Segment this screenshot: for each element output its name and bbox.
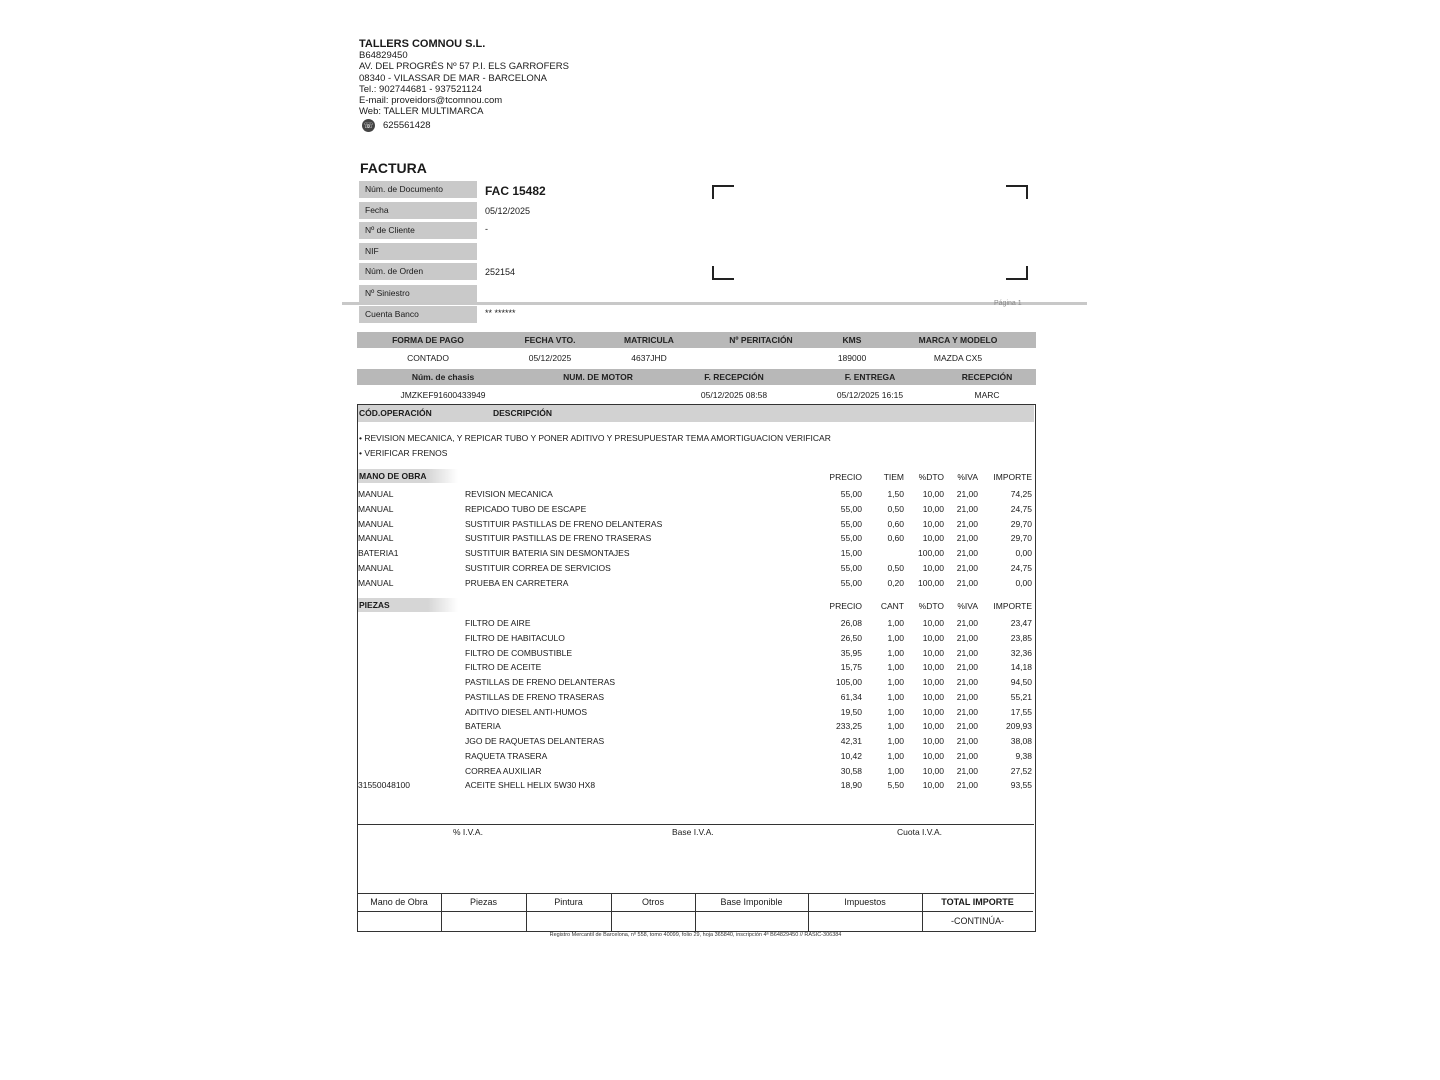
document-date: 05/12/2025 — [485, 206, 531, 216]
total-cell — [611, 894, 696, 931]
line-qty — [862, 546, 904, 560]
line-qty: 0,60 — [887, 533, 904, 544]
operation-note: • REVISION MECANICA, Y REPICAR TUBO Y PONER ADITIVO Y PRESUPUESTAR TEMA AMORTIGUACION VERIFICAR — [359, 433, 831, 443]
line-code: MANUAL — [358, 533, 394, 544]
line-price: 15,00 — [840, 548, 862, 558]
line-dto: 10,00 — [922, 518, 944, 529]
line-amount: 55,21 — [1010, 691, 1032, 702]
line-qty: 1,00 — [887, 691, 904, 702]
line-amount: 23,47 — [1010, 618, 1032, 628]
header-value: CONTADO — [407, 353, 449, 363]
registry-footer: Registro Mercantil de Barcelona, nº 558, tomo 40099, folio 29, hoja 365840, inscripción 4ª B64829450 // RASIC-306384 — [549, 932, 842, 938]
line-price: 61,34 — [840, 691, 862, 702]
line-iva: 21,00 — [956, 533, 978, 544]
col-header: %DTO — [918, 601, 944, 611]
line-qty: 1,00 — [887, 662, 904, 673]
header-value: MAZDA CX5 — [933, 353, 983, 363]
line-price: 105,00 — [836, 677, 862, 687]
line-desc: ADITIVO DIESEL ANTI-HUMOS — [465, 706, 588, 717]
header-value: JMZKEF91600433949 — [400, 390, 486, 400]
tax-label: % I.V.A. — [453, 827, 483, 837]
line-dto: 10,00 — [922, 662, 944, 673]
line-amount: 27,52 — [1010, 765, 1032, 776]
company-line: 08340 - VILASSAR DE MAR - BARCELONA — [359, 72, 547, 84]
line-iva: 21,00 — [956, 562, 978, 573]
line-dto: 10,00 — [922, 647, 944, 658]
bank-account: ** ****** — [485, 308, 516, 318]
company-line: E-mail: proveidors@tcomnou.com — [359, 95, 503, 107]
line-dto: 10,00 — [922, 503, 944, 514]
line-code: MANUAL — [358, 577, 394, 588]
line-code: MANUAL — [358, 489, 394, 499]
line-code — [358, 719, 458, 733]
line-code — [358, 749, 458, 763]
line-iva: 21,00 — [956, 677, 978, 687]
line-desc: JGO DE RAQUETAS DELANTERAS — [465, 736, 605, 746]
header-label: FECHA VTO. — [524, 335, 576, 345]
company-line: AV. DEL PROGRÉS Nº 57 P.I. ELS GARROFERS — [359, 61, 569, 73]
line-amount: 29,70 — [1010, 533, 1032, 544]
line-qty: 1,00 — [887, 721, 904, 732]
line-qty: 0,50 — [887, 562, 904, 573]
line-iva: 21,00 — [956, 548, 978, 558]
line-desc: FILTRO DE HABITACULO — [465, 632, 565, 643]
line-dto: 10,00 — [922, 780, 944, 791]
line-desc: FILTRO DE COMBUSTIBLE — [465, 647, 573, 658]
line-dto: 10,00 — [922, 533, 944, 544]
header-label: KMS — [842, 335, 862, 345]
line-code — [358, 734, 458, 748]
window-corner-mark — [1006, 185, 1028, 199]
header-value: 05/12/2025 — [528, 353, 572, 363]
operation-note: • VERIFICAR FRENOS — [359, 448, 448, 458]
meta-label: Núm. de Orden — [359, 263, 477, 280]
line-amount: 23,85 — [1010, 632, 1032, 643]
line-desc: PRUEBA EN CARRETERA — [465, 577, 569, 588]
header-value: 189000 — [837, 353, 867, 363]
meta-label: Núm. de Documento — [359, 181, 477, 198]
line-price: 55,00 — [840, 503, 862, 514]
client-number: - — [485, 224, 488, 234]
line-qty: 1,00 — [887, 618, 904, 628]
line-desc: PASTILLAS DE FRENO DELANTERAS — [465, 677, 616, 687]
line-iva: 21,00 — [956, 489, 978, 499]
line-code: MANUAL — [358, 562, 394, 573]
line-desc: BATERIA — [465, 721, 501, 732]
labor-section-title: MANO DE OBRA — [359, 471, 427, 481]
line-iva: 21,00 — [956, 632, 978, 643]
line-desc: RAQUETA TRASERA — [465, 750, 548, 761]
line-dto: 10,00 — [922, 706, 944, 717]
line-qty: 1,00 — [887, 647, 904, 658]
col-header: IMPORTE — [993, 472, 1032, 482]
line-price: 55,00 — [840, 577, 862, 588]
line-price: 15,75 — [840, 662, 862, 673]
meta-label: Nº de Cliente — [359, 222, 477, 239]
line-price: 19,50 — [840, 706, 862, 717]
header-value: MARC — [974, 390, 1000, 400]
company-line: Web: TALLER MULTIMARCA — [359, 106, 484, 118]
company-line: B64829450 — [359, 50, 408, 62]
company-line: Tel.: 902744681 - 937521124 — [359, 83, 482, 95]
header-label: Núm. de chasis — [411, 372, 475, 382]
tax-label: Cuota I.V.A. — [897, 827, 943, 837]
total-label: Pintura — [526, 894, 611, 912]
meta-label: NIF — [359, 243, 477, 260]
line-qty: 1,00 — [887, 706, 904, 717]
line-dto: 10,00 — [922, 677, 944, 687]
line-iva: 21,00 — [956, 765, 978, 776]
total-label: Base Imponible — [695, 894, 808, 912]
operations-header-bar — [358, 405, 1034, 422]
line-desc: SUSTITUIR CORREA DE SERVICIOS — [465, 562, 611, 573]
header-label: F. ENTREGA — [844, 372, 896, 382]
line-desc: FILTRO DE AIRE — [465, 618, 531, 628]
line-desc: FILTRO DE ACEITE — [465, 662, 542, 673]
line-qty: 0,60 — [887, 518, 904, 529]
order-number: 252154 — [485, 267, 516, 277]
line-iva: 21,00 — [956, 691, 978, 702]
line-code — [358, 675, 458, 689]
line-amount: 24,75 — [1010, 562, 1032, 573]
totals-grid — [357, 893, 1034, 926]
scan-fold-line — [342, 302, 1087, 305]
line-desc: REPICADO TUBO DE ESCAPE — [465, 503, 587, 514]
header-label: RECEPCIÓN — [961, 372, 1013, 382]
line-price: 10,42 — [840, 750, 862, 761]
line-amount: 0,00 — [1015, 548, 1032, 558]
total-cell — [808, 894, 923, 931]
col-header: %DTO — [918, 472, 944, 482]
whatsapp-row — [359, 119, 679, 132]
tax-label: Base I.V.A. — [672, 827, 714, 837]
line-amount: 14,18 — [1010, 662, 1032, 673]
line-desc: REVISION MECANICA — [465, 489, 553, 499]
total-cell — [922, 894, 1033, 931]
line-iva: 21,00 — [956, 518, 978, 529]
line-code — [358, 690, 458, 704]
col-header: CANT — [880, 601, 904, 611]
line-iva: 21,00 — [956, 503, 978, 514]
line-price: 26,08 — [840, 618, 862, 628]
line-code — [358, 705, 458, 719]
line-qty: 1,00 — [887, 736, 904, 746]
window-corner-mark — [712, 266, 734, 280]
line-price: 18,90 — [840, 780, 862, 791]
line-qty: 1,00 — [887, 750, 904, 761]
line-desc: PASTILLAS DE FRENO TRASERAS — [465, 691, 605, 702]
line-dto: 10,00 — [922, 562, 944, 573]
line-qty: 1,00 — [887, 677, 904, 687]
total-label: Piezas — [441, 894, 526, 912]
line-iva: 21,00 — [956, 750, 978, 761]
line-price: 35,95 — [840, 647, 862, 658]
col-header: PRECIO — [829, 601, 862, 611]
col-header: %IVA — [957, 472, 978, 482]
total-cell — [441, 894, 527, 931]
line-dto: 100,00 — [918, 548, 944, 558]
line-code — [358, 616, 458, 630]
line-qty: 0,20 — [887, 577, 904, 588]
line-dto: 10,00 — [922, 736, 944, 746]
company-info — [359, 39, 679, 132]
line-iva: 21,00 — [956, 780, 978, 791]
header-label: F. RECEPCIÓN — [704, 372, 764, 382]
total-label: Mano de Obra — [357, 894, 441, 912]
line-code: MANUAL — [358, 518, 394, 529]
line-price: 26,50 — [840, 632, 862, 643]
line-dto: 100,00 — [918, 577, 944, 588]
total-label: TOTAL IMPORTE — [922, 894, 1033, 912]
line-price: 55,00 — [840, 562, 862, 573]
line-qty: 1,00 — [887, 632, 904, 643]
meta-label: Nº Siniestro — [359, 285, 477, 302]
total-label: Otros — [611, 894, 695, 912]
line-desc: SUSTITUIR PASTILLAS DE FRENO TRASERAS — [465, 533, 652, 544]
line-dto: 10,00 — [922, 765, 944, 776]
line-price: 55,00 — [840, 533, 862, 544]
line-qty: 0,50 — [887, 503, 904, 514]
total-cell — [526, 894, 612, 931]
total-cell — [695, 894, 809, 931]
col-header: TIEM — [883, 472, 904, 482]
line-code — [358, 646, 458, 660]
line-desc: ACEITE SHELL HELIX 5W30 HX8 — [465, 780, 596, 791]
line-dto: 10,00 — [922, 489, 944, 499]
line-desc: SUSTITUIR PASTILLAS DE FRENO DELANTERAS — [465, 518, 663, 529]
header-label: FORMA DE PAGO — [392, 335, 464, 345]
line-price: 55,00 — [840, 489, 862, 499]
whatsapp-icon: ☏ — [362, 119, 375, 132]
header-label: MATRICULA — [624, 335, 674, 345]
line-qty: 1,00 — [887, 765, 904, 776]
company-name: TALLERS COMNOU S.L. — [359, 38, 486, 50]
line-dto: 10,00 — [922, 721, 944, 732]
line-dto: 10,00 — [922, 632, 944, 643]
line-dto: 10,00 — [922, 691, 944, 702]
header-label: NUM. DE MOTOR — [563, 372, 633, 382]
line-amount: 24,75 — [1010, 503, 1032, 514]
line-code — [358, 631, 458, 645]
page-label: Página 1 — [994, 300, 1022, 307]
line-amount: 38,08 — [1010, 736, 1032, 746]
line-dto: 10,00 — [922, 618, 944, 628]
line-amount: 209,93 — [1006, 721, 1032, 732]
line-price: 233,25 — [836, 721, 862, 732]
line-amount: 94,50 — [1010, 677, 1032, 687]
line-amount: 0,00 — [1015, 577, 1032, 588]
col-description: DESCRIPCIÓN — [493, 408, 553, 418]
line-desc: CORREA AUXILIAR — [465, 765, 542, 776]
meta-label: Fecha — [359, 202, 477, 219]
line-qty: 5,50 — [887, 780, 904, 791]
line-amount: 32,36 — [1010, 647, 1032, 658]
document-title: FACTURA — [360, 160, 427, 176]
line-amount: 9,38 — [1015, 750, 1032, 761]
line-amount: 93,55 — [1010, 780, 1032, 791]
line-amount: 74,25 — [1010, 489, 1032, 499]
col-operation-code: CÓD.OPERACIÓN — [359, 408, 432, 418]
col-header: PRECIO — [829, 472, 862, 482]
header-label: MARCA Y MODELO — [918, 335, 998, 345]
line-iva: 21,00 — [956, 706, 978, 717]
line-iva: 21,00 — [956, 618, 978, 628]
parts-section-title: PIEZAS — [359, 600, 390, 610]
line-code: MANUAL — [358, 503, 394, 514]
document-number: FAC 15482 — [485, 184, 546, 198]
meta-label: Cuenta Banco — [359, 306, 477, 323]
line-dto: 10,00 — [922, 750, 944, 761]
line-price: 55,00 — [840, 518, 862, 529]
total-cell — [357, 894, 442, 931]
header-label: Nº PERITACIÓN — [729, 335, 793, 345]
line-code — [358, 764, 458, 778]
window-corner-mark — [712, 185, 734, 199]
line-code — [358, 660, 458, 674]
window-corner-mark — [1006, 266, 1028, 280]
line-price: 30,58 — [840, 765, 862, 776]
header-value: 05/12/2025 16:15 — [836, 390, 904, 400]
line-code: BATERIA1 — [358, 548, 399, 558]
line-iva: 21,00 — [956, 647, 978, 658]
header-value: 05/12/2025 08:58 — [700, 390, 768, 400]
line-iva: 21,00 — [956, 736, 978, 746]
line-iva: 21,00 — [956, 721, 978, 732]
tax-divider — [357, 824, 1034, 825]
line-iva: 21,00 — [956, 662, 978, 673]
line-amount: 29,70 — [1010, 518, 1032, 529]
header-value: 4637JHD — [631, 353, 667, 363]
whatsapp-number: 625561428 — [383, 120, 431, 132]
col-header: IMPORTE — [993, 601, 1032, 611]
line-amount: 17,55 — [1010, 706, 1032, 717]
line-code: 31550048100 — [358, 780, 411, 791]
line-price: 42,31 — [840, 736, 862, 746]
col-header: %IVA — [957, 601, 978, 611]
continua-label: -CONTINÚA- — [951, 916, 1004, 926]
line-desc: SUSTITUIR BATERIA SIN DESMONTAJES — [465, 548, 630, 558]
line-qty: 1,50 — [887, 489, 904, 499]
line-iva: 21,00 — [956, 577, 978, 588]
total-label: Impuestos — [808, 894, 922, 912]
